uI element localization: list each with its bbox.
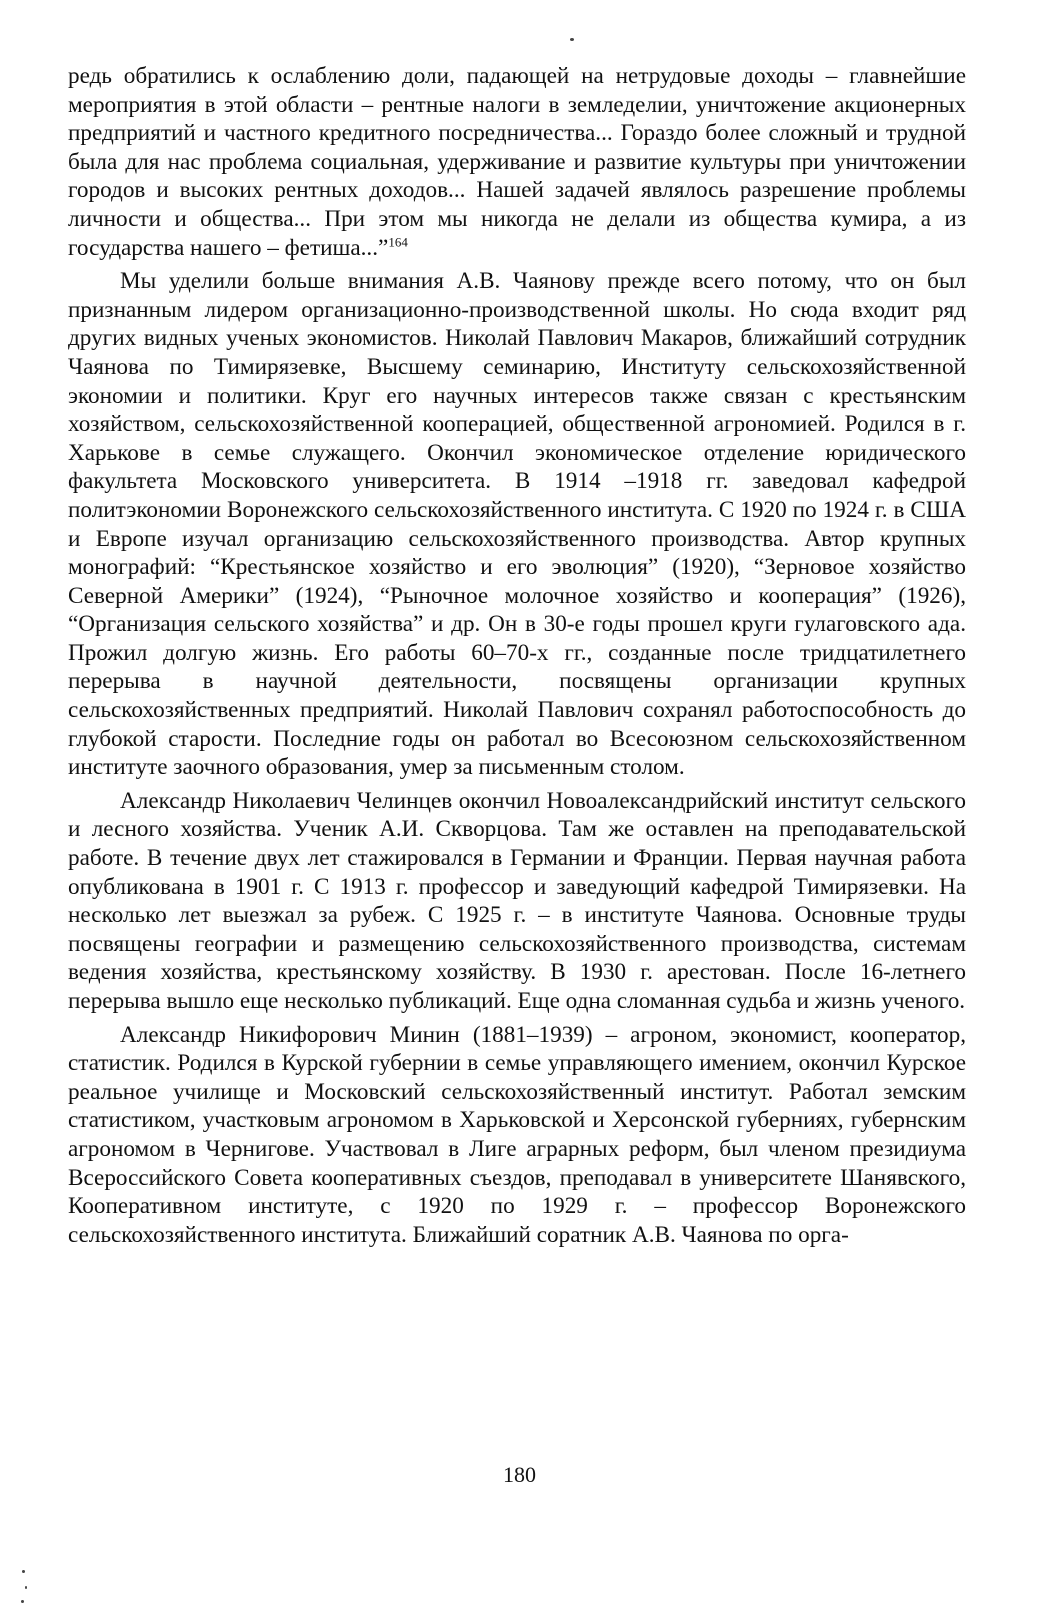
paragraph-chelintsev: Александр Николаевич Челинцев окончил Новоалександрийский институт сельского и лесного хозяйства. Ученик А.И. Скворцова. Там же оставлен на преподавательской работе. В течение двух лет стажировался в Германии и Франции. Первая научная работа опубликована в 1901 г. С 1913 г. профессор и заведующий кафедрой Тимирязевки. На несколько лет выезжал за рубеж. С 1925 г. – в институте Чаянова. Основные труды посвящены географии и размещению сельскохозяйственного производства, системам ведения хозяйства, крестьянскому хозяйству. В 1930 г. арестован. После 16-летнего перерыва вышло еще несколько публикаций. Еще одна сломанная судьба и жизнь ученого. [68,787,966,1014]
scan-speck [22,1570,25,1573]
paragraph-minin: Александр Никифорович Минин (1881–1939) – агроном, экономист, кооператор, статистик. Родился в Курской губернии в семье управляющего имением, окончил Курское реальное училище и Московский сельскохозяйственный институт. Работал земским статистиком, участковым агрономом в Харьковской и Херсонской губерниях, губернским агрономом в Чернигове. Участвовал в Лиге аграрных реформ, был членом президиума Всероссийского Совета кооперативных съездов, преподавал в университете Шанявского, Кооперативном институте, с 1920 по 1929 г. – профессор Воронежского сельскохозяйственного института. Ближайший соратник А.В. Чаянова по орга- [68,1021,966,1248]
scan-speck [570,38,574,41]
scan-speck [21,1600,24,1603]
scan-speck [25,1586,27,1589]
paragraph-chayanov-quote [68,62,966,262]
body-text [68,62,966,1254]
paragraph-makarov: Мы уделили больше внимания А.В. Чаянову прежде всего потому, что он был признанным лидером организационно-производственной школы. Но сюда входит ряд других видных ученых экономистов. Николай Павлович Макаров, ближайший сотрудник Чаянова по Тимирязевке, Высшему семинарию, Институту сельскохозяйственной экономии и политики. Круг его научных интересов также связан с крестьянским хозяйством, сельскохозяйственной кооперацией, общественной агрономией. Родился в г. Харькове в семье служащего. Окончил экономическое отделение юридического факультета Московского университета. В 1914 –1918 гг. заведовал кафедрой политэкономии Воронежского сельскохозяйственного института. С 1920 по 1924 г. в США и Европе изучал организацию сельскохозяйственного производства. Автор крупных монографий: “Крестьянское хозяйство и его эволюция” (1920), “Зерновое хозяйство Северной Америки” (1924), “Рыночное молочное хозяйство и кооперация” (1926), “Организация сельского хозяйства” и др. Он в 30-е годы прошел круги гулаговского ада. Прожил долгую жизнь. Его работы 60–70-х гг., созданные после тридцатилетнего перерыва в научной деятельности, посвящены организации крупных сельскохозяйственных предприятий. Николай Павлович сохранял работоспособность до глубокой старости. Последние годы он работал во Всесоюзном сельскохозяйственном институте заочного образования, умер за письменным столом. [68,268,966,781]
page-number: 180 [503,1462,536,1487]
paragraph-text: редь обратились к ослаблению доли, падающей на нетрудовые доходы – главнейшие мероприятия в этой области – рентные налоги в земледелии, уничтожение акционерных предприятий и частного кредитного посредничества... Гораздо более сложный и трудной была для нас проблема социальная, удерживание и развитие культуры при уничтожении городов и высоких рентных доходов... Нашей задачей являлось разрешение проблемы личности и общества... При этом мы никогда не делали из общества кумира, а из государства нашего – фетиша...” [68,63,966,261]
footnote-ref: 164 [388,233,408,249]
